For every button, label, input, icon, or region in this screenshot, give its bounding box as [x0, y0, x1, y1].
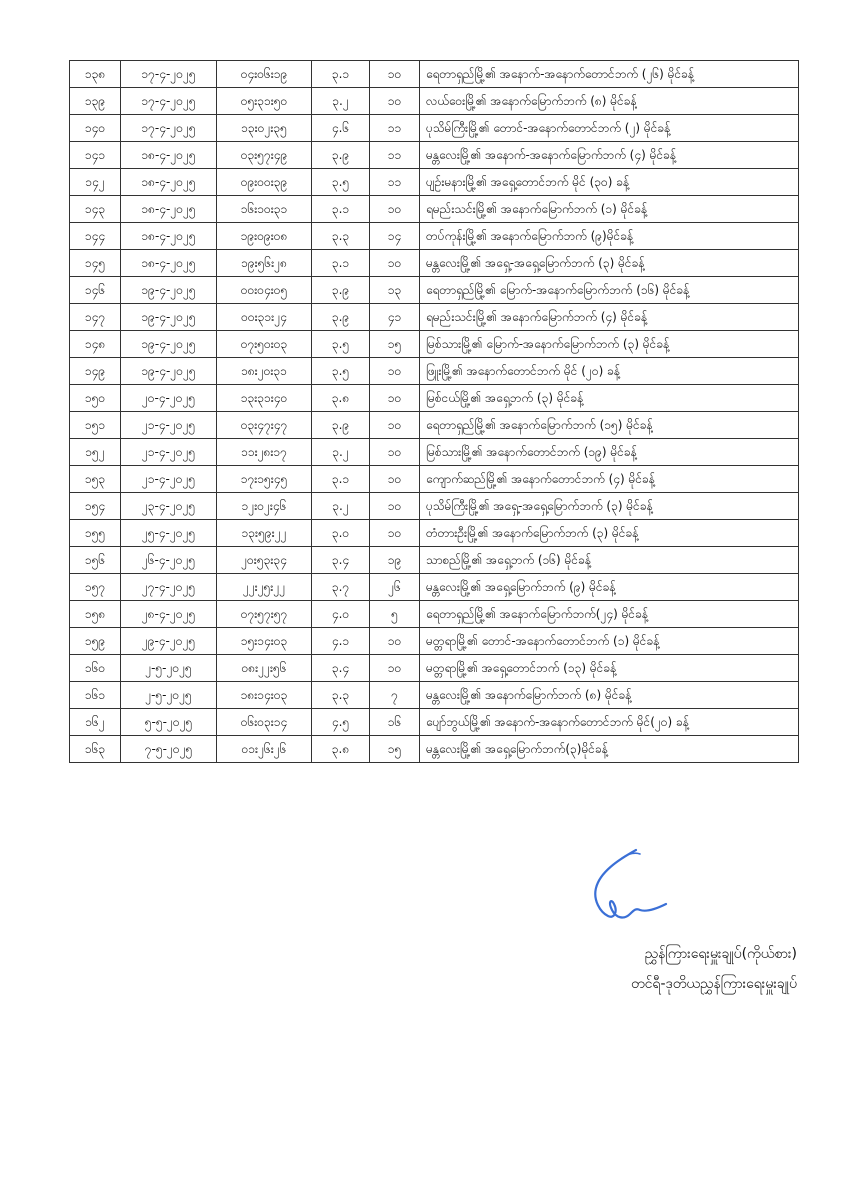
location-cell: မန္တလေးမြို့၏ အနောက်-အနောက်မြောက်ဘက် (၄) မိုင်ခန့် — [420, 142, 799, 169]
time-cell: ၁၆း၁၀း၃၁ — [217, 196, 312, 223]
time-cell: ၀၁း၂၆း၂၆ — [217, 736, 312, 763]
time-cell: ၂၂း၂၅း၂၂ — [217, 574, 312, 601]
depth-cell: ၄၁ — [370, 304, 420, 331]
serial-no-cell: ၁၅၀ — [70, 385, 121, 412]
location-cell: ကျောက်ဆည်မြို့၏ အနောက်တောင်ဘက် (၄) မိုင်ခန့် — [420, 466, 799, 493]
table-row — [70, 88, 799, 115]
magnitude-cell: ၃.၁ — [312, 466, 370, 493]
table-row — [70, 142, 799, 169]
serial-no-cell: ၁၃၈ — [70, 61, 121, 88]
date-cell: ၂၇-၄-၂၀၂၅ — [121, 574, 217, 601]
serial-no-cell: ၁၅၄ — [70, 493, 121, 520]
date-cell: ၁၈-၄-၂၀၂၅ — [121, 142, 217, 169]
time-cell: ၁၃း၅၉း၂၂ — [217, 520, 312, 547]
depth-cell: ၁၆ — [370, 709, 420, 736]
magnitude-cell: ၃.၈ — [312, 736, 370, 763]
location-cell: ရမည်းသင်းမြို့၏ အနောက်မြောက်ဘက် (၁) မိုင်ခန့် — [420, 196, 799, 223]
table-row — [70, 358, 799, 385]
depth-cell: ၁၅ — [370, 331, 420, 358]
time-cell: ၁၅း၁၄း၀၃ — [217, 628, 312, 655]
magnitude-cell: ၃.၃ — [312, 223, 370, 250]
date-cell: ၂-၅-၂၀၂၅ — [121, 682, 217, 709]
table-row — [70, 601, 799, 628]
date-cell: ၂-၅-၂၀၂၅ — [121, 655, 217, 682]
magnitude-cell: ၃.၁ — [312, 250, 370, 277]
magnitude-cell: ၃.၈ — [312, 385, 370, 412]
serial-no-cell: ၁၅၈ — [70, 601, 121, 628]
serial-no-cell: ၁၅၂ — [70, 439, 121, 466]
location-cell: ရေတာရှည်မြို့၏ အနောက်မြောက်ဘက်(၂၄) မိုင်ခန့် — [420, 601, 799, 628]
magnitude-cell: ၄.၅ — [312, 709, 370, 736]
location-cell: ပုသိမ်ကြီးမြို့၏ တောင်-အနောက်တောင်ဘက် (၂) မိုင်ခန့် — [420, 115, 799, 142]
time-cell: ၁၃း၀၂း၃၅ — [217, 115, 312, 142]
time-cell: ၁၃း၃၁း၄၀ — [217, 385, 312, 412]
date-cell: ၂၃-၄-၂၀၂၅ — [121, 493, 217, 520]
table-row — [70, 277, 799, 304]
depth-cell: ၁၀ — [370, 412, 420, 439]
serial-no-cell: ၁၅၁ — [70, 412, 121, 439]
magnitude-cell: ၄.၀ — [312, 601, 370, 628]
depth-cell: ၁၃ — [370, 277, 420, 304]
date-cell: ၁၈-၄-၂၀၂၅ — [121, 223, 217, 250]
date-cell: ၂၈-၄-၂၀၂၅ — [121, 601, 217, 628]
magnitude-cell: ၃.၄ — [312, 655, 370, 682]
table-row — [70, 520, 799, 547]
serial-no-cell: ၁၆၀ — [70, 655, 121, 682]
depth-cell: ၁၀ — [370, 439, 420, 466]
date-cell: ၇-၅-၂၀၂၅ — [121, 736, 217, 763]
magnitude-cell: ၄.၆ — [312, 115, 370, 142]
magnitude-cell: ၃.၉ — [312, 412, 370, 439]
location-cell: ပျဉ်းမနားမြို့၏ အရှေ့တောင်ဘက် မိုင် (၃၀) ခန့် — [420, 169, 799, 196]
date-cell: ၂၉-၄-၂၀၂၅ — [121, 628, 217, 655]
depth-cell: ၁၀ — [370, 250, 420, 277]
location-cell: မတ္တရာမြို့၏ တောင်-အနောက်တောင်ဘက် (၁) မိုင်ခန့် — [420, 628, 799, 655]
time-cell: ၀၈း၂၂း၅၆ — [217, 655, 312, 682]
date-cell: ၁၉-၄-၂၀၂၅ — [121, 277, 217, 304]
magnitude-cell: ၃.၂ — [312, 88, 370, 115]
serial-no-cell: ၁၄၇ — [70, 304, 121, 331]
table-row — [70, 574, 799, 601]
location-cell: ပျော်ဘွယ်မြို့၏ အနောက်-အနောက်တောင်ဘက် မိုင်(၂၀) ခန့် — [420, 709, 799, 736]
serial-no-cell: ၁၄၂ — [70, 169, 121, 196]
serial-no-cell: ၁၅၅ — [70, 520, 121, 547]
serial-no-cell: ၁၄၈ — [70, 331, 121, 358]
date-cell: ၁၈-၄-၂၀၂၅ — [121, 169, 217, 196]
time-cell: ၁၈း၂၀း၃၁ — [217, 358, 312, 385]
table-row — [70, 250, 799, 277]
depth-cell: ၁၅ — [370, 736, 420, 763]
depth-cell: ၁၀ — [370, 61, 420, 88]
depth-cell: ၅ — [370, 601, 420, 628]
depth-cell: ၁၀ — [370, 358, 420, 385]
time-cell: ၀၅း၃၁း၅၀ — [217, 88, 312, 115]
date-cell: ၁၉-၄-၂၀၂၅ — [121, 304, 217, 331]
serial-no-cell: ၁၅၉ — [70, 628, 121, 655]
signature-title: ညွှန်ကြားရေးမှူးချုပ်(ကိုယ်စား) — [644, 946, 797, 962]
depth-cell: ၁၀ — [370, 655, 420, 682]
date-cell: ၁၉-၄-၂၀၂၅ — [121, 331, 217, 358]
table-row — [70, 115, 799, 142]
magnitude-cell: ၃.၉ — [312, 304, 370, 331]
location-cell: ရေတာရှည်မြို့၏ မြောက်-အနောက်မြောက်ဘက် (၁၆) မိုင်ခန့် — [420, 277, 799, 304]
magnitude-cell: ၄.၁ — [312, 628, 370, 655]
location-cell: ဖြူးမြို့၏ အနောက်တောင်ဘက် မိုင် (၂၀) ခန့် — [420, 358, 799, 385]
location-cell: မန္တလေးမြို့၏ အရှေ့-အရှေ့မြောက်ဘက် (၃) မိုင်ခန့် — [420, 250, 799, 277]
magnitude-cell: ၃.၁ — [312, 61, 370, 88]
location-cell: မတ္တရာမြို့၏ အရှေ့တောင်ဘက် (၁၃) မိုင်ခန့် — [420, 655, 799, 682]
date-cell: ၁၇-၄-၂၀၂၅ — [121, 88, 217, 115]
location-cell: ရေတာရှည်မြို့၏ အနောက်မြောက်ဘက် (၁၅) မိုင်ခန့် — [420, 412, 799, 439]
depth-cell: ၁၁ — [370, 142, 420, 169]
serial-no-cell: ၁၄၀ — [70, 115, 121, 142]
time-cell: ၀၃း၄၇း၄၇ — [217, 412, 312, 439]
depth-cell: ၁၀ — [370, 628, 420, 655]
depth-cell: ၂၆ — [370, 574, 420, 601]
date-cell: ၂၀-၄-၂၀၂၅ — [121, 385, 217, 412]
time-cell: ၀၃း၅၇း၄၉ — [217, 142, 312, 169]
magnitude-cell: ၃.၉ — [312, 142, 370, 169]
depth-cell: ၁၀ — [370, 466, 420, 493]
table-row — [70, 304, 799, 331]
location-cell: သာစည်မြို့၏ အရှေ့ဘက် (၁၆) မိုင်ခန့် — [420, 547, 799, 574]
location-cell: မန္တလေးမြို့၏ အရှေ့မြောက်ဘက် (၉) မိုင်ခန့် — [420, 574, 799, 601]
earthquake-table — [69, 60, 799, 763]
serial-no-cell: ၁၄၃ — [70, 196, 121, 223]
date-cell: ၂၁-၄-၂၀၂၅ — [121, 439, 217, 466]
serial-no-cell: ၁၄၅ — [70, 250, 121, 277]
serial-no-cell: ၁၄၉ — [70, 358, 121, 385]
date-cell: ၅-၅-၂၀၂၅ — [121, 709, 217, 736]
depth-cell: ၁၀ — [370, 385, 420, 412]
table-body — [70, 61, 799, 763]
time-cell: ၀၉း၀၀း၃၉ — [217, 169, 312, 196]
depth-cell: ၁၉ — [370, 547, 420, 574]
date-cell: ၁၇-၄-၂၀၂၅ — [121, 115, 217, 142]
table-row — [70, 412, 799, 439]
table-row — [70, 736, 799, 763]
serial-no-cell: ၁၅၇ — [70, 574, 121, 601]
table-row — [70, 331, 799, 358]
magnitude-cell: ၃.၁ — [312, 196, 370, 223]
depth-cell: ၁၁ — [370, 115, 420, 142]
location-cell: လယ်ဝေးမြို့၏ အနောက်မြောက်ဘက် (၈) မိုင်ခန့် — [420, 88, 799, 115]
serial-no-cell: ၁၅၃ — [70, 466, 121, 493]
table-row — [70, 628, 799, 655]
serial-no-cell: ၁၃၉ — [70, 88, 121, 115]
depth-cell: ၁၁ — [370, 169, 420, 196]
time-cell: ၀၄း၀၆း၁၉ — [217, 61, 312, 88]
location-cell: မန္တလေးမြို့၏ အရှေ့မြောက်ဘက်(၃)မိုင်ခန့် — [420, 736, 799, 763]
location-cell: မြစ်သားမြို့၏ မြောက်-အနောက်မြောက်ဘက် (၃) မိုင်ခန့် — [420, 331, 799, 358]
table-row — [70, 655, 799, 682]
depth-cell: ၁၀ — [370, 520, 420, 547]
depth-cell: ၁၀ — [370, 493, 420, 520]
serial-no-cell: ၁၄၄ — [70, 223, 121, 250]
time-cell: ၁၇း၁၅း၄၅ — [217, 466, 312, 493]
time-cell: ၀၀း၃၁း၂၄ — [217, 304, 312, 331]
signature-mark — [578, 842, 668, 932]
location-cell: မန္တလေးမြို့၏ အနောက်မြောက်ဘက် (၈) မိုင်ခန့် — [420, 682, 799, 709]
magnitude-cell: ၃.၅ — [312, 358, 370, 385]
date-cell: ၂၁-၄-၂၀၂၅ — [121, 466, 217, 493]
time-cell: ၁၉း၀၉း၀၈ — [217, 223, 312, 250]
date-cell: ၁၈-၄-၂၀၂၅ — [121, 196, 217, 223]
table-row — [70, 61, 799, 88]
location-cell: တံတားဦးမြို့၏ အနောက်မြောက်ဘက် (၃) မိုင်ခန့် — [420, 520, 799, 547]
time-cell: ၀၇း၅၀း၀၃ — [217, 331, 312, 358]
time-cell: ၁၈း၁၄း၀၃ — [217, 682, 312, 709]
table-row — [70, 439, 799, 466]
magnitude-cell: ၃.၃ — [312, 682, 370, 709]
time-cell: ၁၉း၅၆း၂၈ — [217, 250, 312, 277]
date-cell: ၁၉-၄-၂၀၂၅ — [121, 358, 217, 385]
time-cell: ၁၁း၂၈း၁၇ — [217, 439, 312, 466]
serial-no-cell: ၁၄၆ — [70, 277, 121, 304]
table-row — [70, 385, 799, 412]
magnitude-cell: ၃.၉ — [312, 277, 370, 304]
depth-cell: ၁၀ — [370, 196, 420, 223]
signature-name: တင်ရီ-ဒုတိယညွှန်ကြားရေးမှူးချုပ် — [631, 976, 797, 992]
magnitude-cell: ၃.၂ — [312, 493, 370, 520]
location-cell: တပ်ကုန်းမြို့၏ အနောက်မြောက်ဘက် (၉)မိုင်ခန့် — [420, 223, 799, 250]
serial-no-cell: ၁၆၃ — [70, 736, 121, 763]
magnitude-cell: ၃.၂ — [312, 439, 370, 466]
time-cell: ၂၀း၅၃း၃၄ — [217, 547, 312, 574]
location-cell: ရေတာရှည်မြို့၏ အနောက်-အနောက်တောင်ဘက် (၂၆) မိုင်ခန့် — [420, 61, 799, 88]
magnitude-cell: ၃.၅ — [312, 169, 370, 196]
depth-cell: ၇ — [370, 682, 420, 709]
time-cell: ၀၇း၅၇း၅၇ — [217, 601, 312, 628]
date-cell: ၂၅-၄-၂၀၂၅ — [121, 520, 217, 547]
date-cell: ၂၁-၄-၂၀၂၅ — [121, 412, 217, 439]
magnitude-cell: ၃.၇ — [312, 574, 370, 601]
time-cell: ၀၆း၀၃း၁၄ — [217, 709, 312, 736]
location-cell: ပုသိမ်ကြီးမြို့၏ အရှေ့-အရှေ့မြောက်ဘက် (၃) မိုင်ခန့် — [420, 493, 799, 520]
table-row — [70, 169, 799, 196]
table-row — [70, 196, 799, 223]
serial-no-cell: ၁၆၁ — [70, 682, 121, 709]
date-cell: ၁၇-၄-၂၀၂၅ — [121, 61, 217, 88]
magnitude-cell: ၃.၄ — [312, 547, 370, 574]
table-row — [70, 709, 799, 736]
serial-no-cell: ၁၄၁ — [70, 142, 121, 169]
serial-no-cell: ၁၆၂ — [70, 709, 121, 736]
table-row — [70, 466, 799, 493]
magnitude-cell: ၃.၅ — [312, 331, 370, 358]
date-cell: ၁၈-၄-၂၀၂၅ — [121, 250, 217, 277]
date-cell: ၂၆-၄-၂၀၂၅ — [121, 547, 217, 574]
magnitude-cell: ၃.၀ — [312, 520, 370, 547]
table-row — [70, 682, 799, 709]
table-row — [70, 547, 799, 574]
location-cell: မြစ်ငယ်မြို့၏ အရှေ့ဘက် (၃) မိုင်ခန့် — [420, 385, 799, 412]
depth-cell: ၁၄ — [370, 223, 420, 250]
depth-cell: ၁၀ — [370, 88, 420, 115]
location-cell: မြစ်သားမြို့၏ အနောက်တောင်ဘက် (၁၉) မိုင်ခန့် — [420, 439, 799, 466]
time-cell: ၀၀း၀၄း၀၅ — [217, 277, 312, 304]
time-cell: ၁၂း၀၂း၄၆ — [217, 493, 312, 520]
serial-no-cell: ၁၅၆ — [70, 547, 121, 574]
table-row — [70, 223, 799, 250]
table-row — [70, 493, 799, 520]
location-cell: ရမည်းသင်းမြို့၏ အနောက်မြောက်ဘက် (၄) မိုင်ခန့် — [420, 304, 799, 331]
